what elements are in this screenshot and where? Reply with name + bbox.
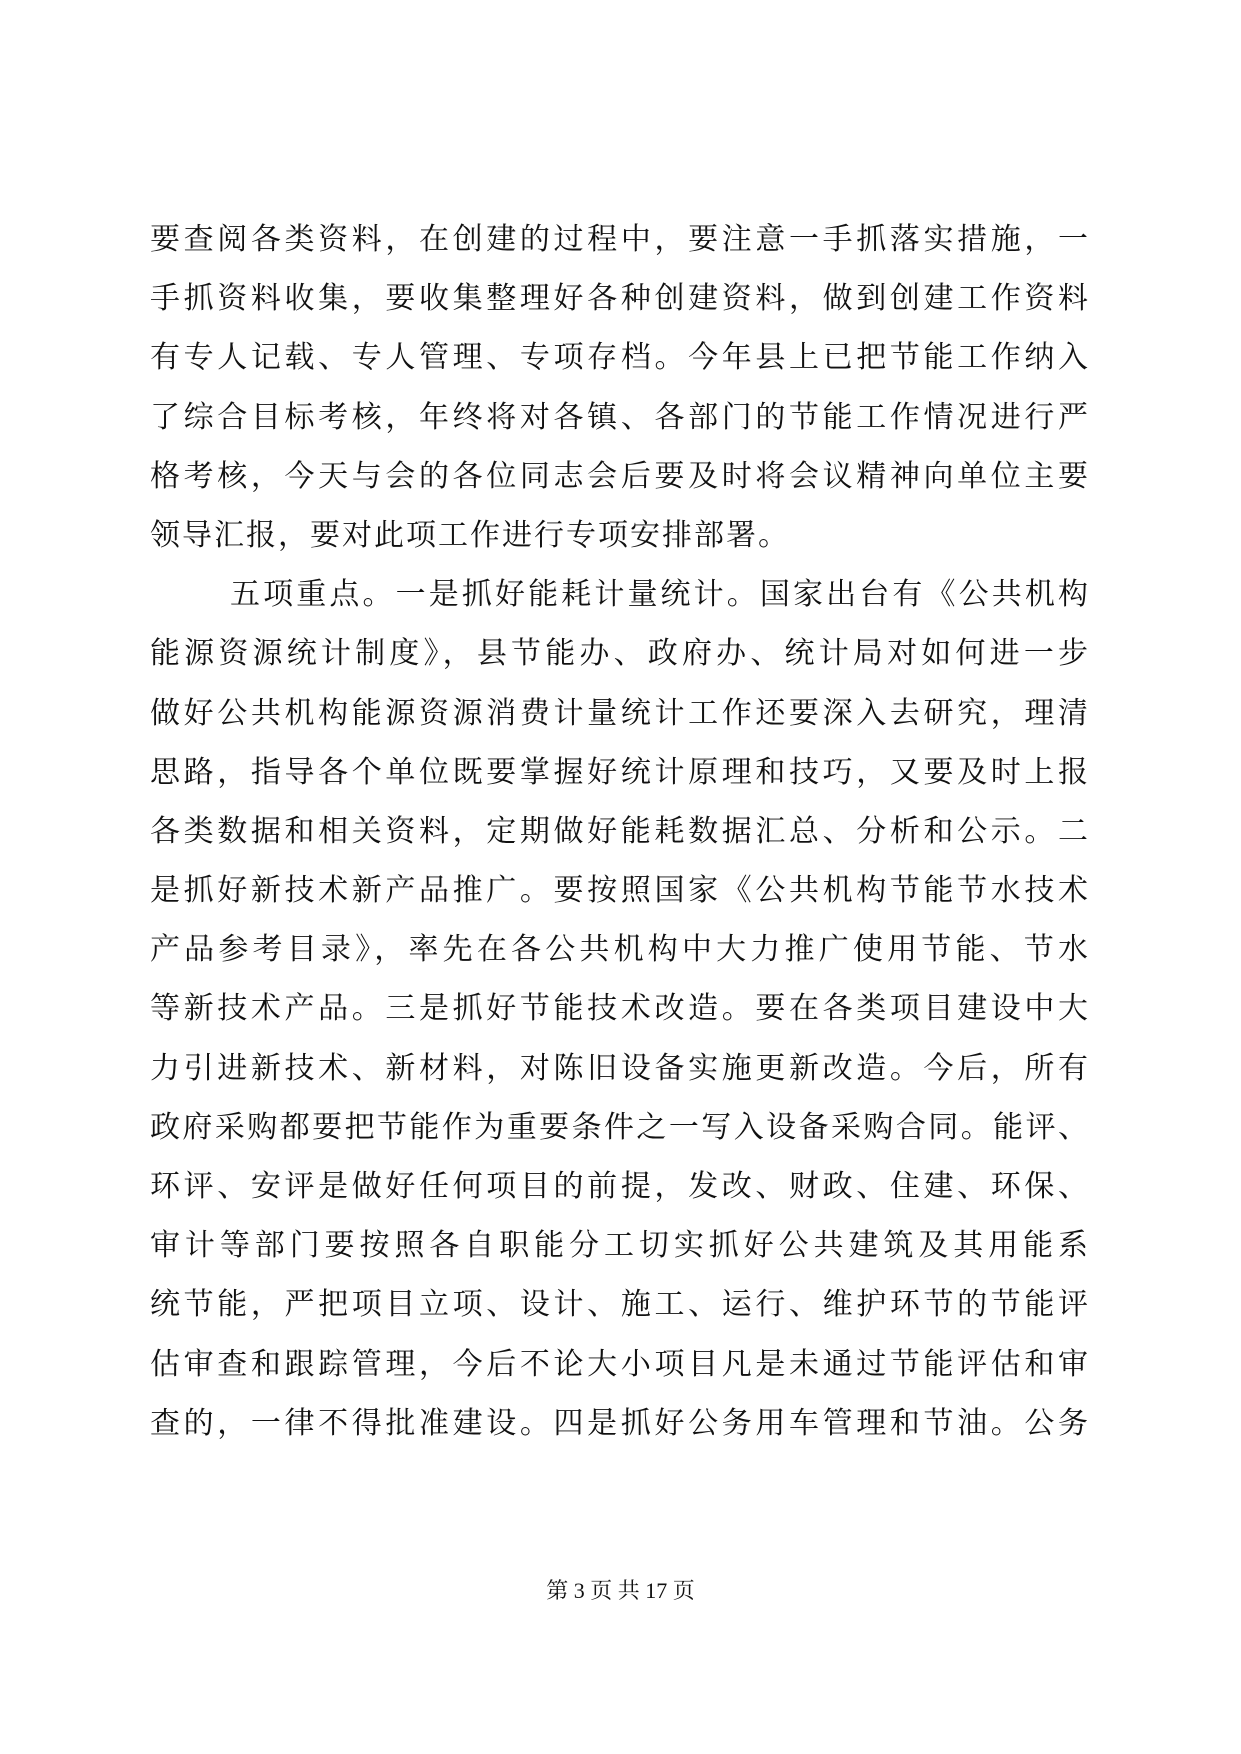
paragraph-line: 产品参考目录》，率先在各公共机构中大力推广使用节能、节水 — [150, 932, 1090, 968]
paragraph-line: 是抓好新技术新产品推广。要按照国家《公共机构节能节水技术 — [150, 873, 1090, 909]
paragraph-line: 了综合目标考核，年终将对各镇、各部门的节能工作情况进行严 — [150, 399, 1090, 435]
paragraph-line: 五项重点。一是抓好能耗计量统计。国家出台有《公共机构 — [230, 577, 1090, 613]
paragraph-line: 要查阅各类资料，在创建的过程中，要注意一手抓落实措施，一 — [150, 222, 1090, 257]
paragraph-line: 做好公共机构能源资源消费计量统计工作还要深入去研究，理清 — [150, 695, 1090, 731]
page-number-label: 第 3 页 共 17 页 — [546, 1578, 695, 1603]
paragraph-line: 手抓资料收集，要收集整理好各种创建资料，做到创建工作资料 — [150, 281, 1090, 317]
paragraph-line: 等新技术产品。三是抓好节能技术改造。要在各类项目建设中大 — [150, 991, 1090, 1027]
paragraph-line: 格考核，今天与会的各位同志会后要及时将会议精神向单位主要 — [150, 458, 1090, 494]
paragraph-line: 政府采购都要把节能作为重要条件之一写入设备采购合同。能评、 — [150, 1109, 1090, 1145]
paragraph-line: 力引进新技术、新材料，对陈旧设备实施更新改造。今后，所有 — [150, 1050, 1090, 1086]
paragraph-line: 思路，指导各个单位既要掌握好统计原理和技巧，又要及时上报 — [150, 754, 1090, 790]
paragraph-line: 各类数据和相关资料，定期做好能耗数据汇总、分析和公示。二 — [150, 813, 1090, 849]
paragraph-line: 估审查和跟踪管理，今后不论大小项目凡是未通过节能评估和审 — [150, 1346, 1090, 1382]
paragraph-line: 查的，一律不得批准建设。四是抓好公务用车管理和节油。公务 — [150, 1405, 1090, 1441]
paragraph-line: 统节能，严把项目立项、设计、施工、运行、维护环节的节能评 — [150, 1287, 1090, 1323]
paragraph-line: 领导汇报，要对此项工作进行专项安排部署。 — [150, 517, 790, 553]
body-text — [150, 210, 1090, 1453]
paragraph-line: 有专人记载、专人管理、专项存档。今年县上已把节能工作纳入 — [150, 340, 1090, 376]
paragraph-line: 审计等部门要按照各自职能分工切实抓好公共建筑及其用能系 — [150, 1228, 1090, 1264]
paragraph-line: 能源资源统计制度》，县节能办、政府办、统计局对如何进一步 — [150, 636, 1090, 672]
paragraph-line: 环评、安评是做好任何项目的前提，发改、财政、住建、环保、 — [150, 1169, 1090, 1204]
page-footer — [0, 1576, 1241, 1606]
